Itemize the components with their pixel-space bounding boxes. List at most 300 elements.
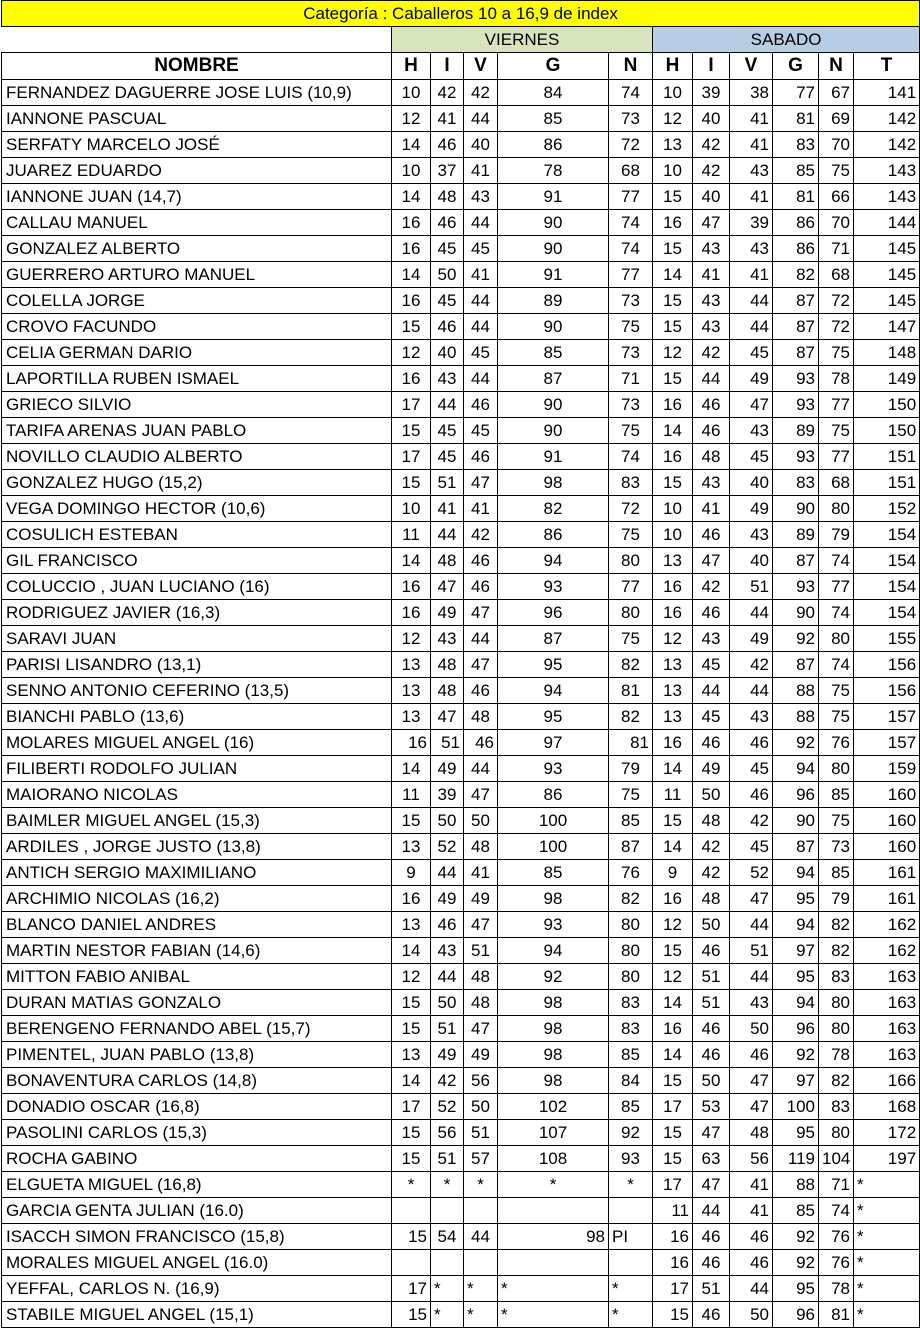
score-cell: 93 bbox=[498, 756, 609, 782]
score-cell: 143 bbox=[854, 158, 920, 184]
score-cell: 81 bbox=[773, 184, 819, 210]
score-cell: 45 bbox=[730, 756, 773, 782]
scores-table bbox=[1, 0, 920, 1328]
player-name-cell: ISACCH SIMON FRANCISCO (15,8) bbox=[2, 1224, 392, 1250]
score-cell: 13 bbox=[653, 678, 693, 704]
score-cell: 16 bbox=[653, 886, 693, 912]
table-row bbox=[2, 1146, 920, 1172]
score-cell: 44 bbox=[431, 522, 464, 548]
player-name-cell: GARCIA GENTA JULIAN (16.0) bbox=[2, 1198, 392, 1224]
player-name-cell: MARTIN NESTOR FABIAN (14,6) bbox=[2, 938, 392, 964]
score-cell: 50 bbox=[693, 782, 730, 808]
score-cell: 50 bbox=[693, 1068, 730, 1094]
score-cell: 12 bbox=[653, 912, 693, 938]
score-cell: 12 bbox=[392, 340, 431, 366]
score-cell: 44 bbox=[730, 678, 773, 704]
score-cell: 45 bbox=[730, 444, 773, 470]
score-cell: 38 bbox=[730, 80, 773, 106]
player-name-cell: JUAREZ EDUARDO bbox=[2, 158, 392, 184]
score-cell: 42 bbox=[464, 80, 498, 106]
score-cell: 47 bbox=[693, 1120, 730, 1146]
score-cell: 14 bbox=[392, 1068, 431, 1094]
score-cell: * bbox=[609, 1276, 653, 1302]
score-cell: 162 bbox=[854, 912, 920, 938]
score-cell: 47 bbox=[464, 652, 498, 678]
score-cell: 68 bbox=[819, 262, 854, 288]
score-cell: 15 bbox=[392, 470, 431, 496]
score-cell: 96 bbox=[498, 600, 609, 626]
table-row bbox=[2, 236, 920, 262]
score-cell: 145 bbox=[854, 288, 920, 314]
score-cell: 15 bbox=[392, 1224, 431, 1250]
score-cell: 46 bbox=[464, 678, 498, 704]
score-cell: 43 bbox=[730, 236, 773, 262]
score-cell: 16 bbox=[653, 1250, 693, 1276]
score-cell: 92 bbox=[773, 1224, 819, 1250]
score-cell: 13 bbox=[392, 678, 431, 704]
table-row bbox=[2, 652, 920, 678]
score-cell bbox=[392, 1198, 431, 1224]
score-cell: 51 bbox=[431, 470, 464, 496]
score-cell: 85 bbox=[609, 1042, 653, 1068]
score-cell: 47 bbox=[693, 210, 730, 236]
score-cell: 44 bbox=[464, 626, 498, 652]
score-cell: 83 bbox=[819, 964, 854, 990]
table-row bbox=[2, 444, 920, 470]
score-cell: 85 bbox=[819, 782, 854, 808]
table-row bbox=[2, 808, 920, 834]
score-cell: 160 bbox=[854, 808, 920, 834]
score-cell: 91 bbox=[498, 262, 609, 288]
score-cell: 42 bbox=[693, 340, 730, 366]
score-cell: 73 bbox=[819, 834, 854, 860]
score-cell: * bbox=[854, 1250, 920, 1276]
score-cell: 46 bbox=[693, 1302, 730, 1328]
score-cell: 44 bbox=[431, 392, 464, 418]
score-cell: 13 bbox=[392, 834, 431, 860]
score-cell: 57 bbox=[464, 1146, 498, 1172]
score-cell: 77 bbox=[609, 262, 653, 288]
score-cell: 42 bbox=[431, 1068, 464, 1094]
table-row bbox=[2, 470, 920, 496]
score-cell: 48 bbox=[464, 990, 498, 1016]
score-cell: 95 bbox=[773, 1276, 819, 1302]
score-cell: 46 bbox=[464, 392, 498, 418]
score-cell: 45 bbox=[730, 834, 773, 860]
score-cell: 50 bbox=[693, 912, 730, 938]
header-v-sabado: V bbox=[730, 53, 773, 80]
score-cell: 40 bbox=[693, 184, 730, 210]
score-cell: 44 bbox=[464, 288, 498, 314]
score-cell: 78 bbox=[819, 366, 854, 392]
score-cell: 51 bbox=[693, 1276, 730, 1302]
score-cell: 45 bbox=[693, 652, 730, 678]
header-h-sabado: H bbox=[653, 53, 693, 80]
player-name-cell: BONAVENTURA CARLOS (14,8) bbox=[2, 1068, 392, 1094]
score-cell: 92 bbox=[773, 730, 819, 756]
table-row bbox=[2, 418, 920, 444]
score-cell: 15 bbox=[392, 1016, 431, 1042]
score-cell: 46 bbox=[730, 1250, 773, 1276]
header-total: T bbox=[854, 53, 920, 80]
score-cell: 148 bbox=[854, 340, 920, 366]
score-cell: 42 bbox=[464, 522, 498, 548]
score-cell: 17 bbox=[653, 1094, 693, 1120]
score-cell: 163 bbox=[854, 964, 920, 990]
table-row bbox=[2, 366, 920, 392]
score-cell: 42 bbox=[693, 158, 730, 184]
score-cell: 80 bbox=[819, 1120, 854, 1146]
score-cell: 15 bbox=[653, 1068, 693, 1094]
score-cell: 94 bbox=[498, 678, 609, 704]
player-name-cell: BIANCHI PABLO (13,6) bbox=[2, 704, 392, 730]
score-cell: 47 bbox=[693, 1172, 730, 1198]
header-h-viernes: H bbox=[392, 53, 431, 80]
header-nombre: NOMBRE bbox=[2, 53, 392, 80]
table-row bbox=[2, 834, 920, 860]
score-cell: 43 bbox=[693, 236, 730, 262]
score-cell: 16 bbox=[392, 366, 431, 392]
score-cell: 15 bbox=[653, 1146, 693, 1172]
score-cell: 14 bbox=[392, 132, 431, 158]
score-cell: 45 bbox=[464, 340, 498, 366]
score-cell: 85 bbox=[609, 1094, 653, 1120]
score-cell: 50 bbox=[464, 1094, 498, 1120]
score-cell: 10 bbox=[392, 158, 431, 184]
score-cell: 94 bbox=[773, 756, 819, 782]
score-cell: 92 bbox=[773, 1042, 819, 1068]
score-cell: 46 bbox=[693, 1042, 730, 1068]
score-cell: 46 bbox=[693, 938, 730, 964]
score-cell: 149 bbox=[854, 366, 920, 392]
player-name-cell: MORALES MIGUEL ANGEL (16.0) bbox=[2, 1250, 392, 1276]
score-cell: 43 bbox=[730, 704, 773, 730]
score-cell: 16 bbox=[392, 210, 431, 236]
score-cell: 74 bbox=[819, 652, 854, 678]
score-cell: 81 bbox=[773, 106, 819, 132]
score-cell: 71 bbox=[819, 1172, 854, 1198]
score-cell: 48 bbox=[431, 678, 464, 704]
score-cell: 85 bbox=[609, 808, 653, 834]
score-cell: 42 bbox=[730, 808, 773, 834]
player-name-cell: MITTON FABIO ANIBAL bbox=[2, 964, 392, 990]
score-cell: 47 bbox=[730, 1068, 773, 1094]
score-cell: 44 bbox=[730, 288, 773, 314]
score-cell: 44 bbox=[464, 106, 498, 132]
score-cell: 78 bbox=[819, 1276, 854, 1302]
header-i-sabado: I bbox=[693, 53, 730, 80]
score-cell: 41 bbox=[730, 106, 773, 132]
score-cell: 75 bbox=[819, 704, 854, 730]
score-cell: * bbox=[854, 1172, 920, 1198]
score-cell: 16 bbox=[653, 210, 693, 236]
score-cell: 76 bbox=[819, 730, 854, 756]
score-cell: 77 bbox=[773, 80, 819, 106]
score-cell: 14 bbox=[653, 990, 693, 1016]
score-cell: 166 bbox=[854, 1068, 920, 1094]
score-cell: 93 bbox=[773, 574, 819, 600]
score-cell: 39 bbox=[693, 80, 730, 106]
score-cell: * bbox=[854, 1276, 920, 1302]
score-cell: 44 bbox=[431, 964, 464, 990]
score-cell: 49 bbox=[464, 1042, 498, 1068]
score-cell: * bbox=[464, 1302, 498, 1328]
score-cell: 40 bbox=[693, 106, 730, 132]
score-cell: 11 bbox=[653, 1198, 693, 1224]
score-cell: 102 bbox=[498, 1094, 609, 1120]
score-cell: 46 bbox=[431, 912, 464, 938]
score-cell: 12 bbox=[653, 106, 693, 132]
score-cell: 41 bbox=[464, 860, 498, 886]
score-cell: 13 bbox=[653, 548, 693, 574]
score-cell: 10 bbox=[392, 496, 431, 522]
score-cell: 13 bbox=[392, 1042, 431, 1068]
header-v-viernes: V bbox=[464, 53, 498, 80]
score-cell: 85 bbox=[773, 158, 819, 184]
score-cell: 46 bbox=[730, 1042, 773, 1068]
score-cell: 145 bbox=[854, 236, 920, 262]
score-cell: 13 bbox=[392, 704, 431, 730]
score-cell: 78 bbox=[498, 158, 609, 184]
player-name-cell: IANNONE PASCUAL bbox=[2, 106, 392, 132]
score-cell: 94 bbox=[773, 860, 819, 886]
score-cell: 81 bbox=[609, 678, 653, 704]
score-cell: 48 bbox=[431, 652, 464, 678]
table-title: Categoría : Caballeros 10 a 16,9 de index bbox=[2, 1, 920, 27]
score-cell: 84 bbox=[498, 80, 609, 106]
score-cell: 96 bbox=[773, 1016, 819, 1042]
score-cell: 88 bbox=[773, 704, 819, 730]
player-name-cell: RODRIGUEZ JAVIER (16,3) bbox=[2, 600, 392, 626]
table-row bbox=[2, 496, 920, 522]
score-cell: 39 bbox=[431, 782, 464, 808]
score-cell: 12 bbox=[653, 626, 693, 652]
table-row bbox=[2, 704, 920, 730]
score-cell: 84 bbox=[609, 1068, 653, 1094]
score-cell: 83 bbox=[773, 470, 819, 496]
score-cell: 142 bbox=[854, 106, 920, 132]
score-cell: 12 bbox=[653, 964, 693, 990]
score-cell: 77 bbox=[819, 444, 854, 470]
score-cell: 14 bbox=[392, 262, 431, 288]
score-cell: 86 bbox=[773, 210, 819, 236]
score-cell: 87 bbox=[498, 626, 609, 652]
score-cell: 83 bbox=[609, 470, 653, 496]
score-cell: 43 bbox=[730, 990, 773, 1016]
table-row bbox=[2, 782, 920, 808]
score-cell: 88 bbox=[773, 1172, 819, 1198]
score-cell: 160 bbox=[854, 834, 920, 860]
score-cell: 43 bbox=[431, 938, 464, 964]
score-cell: 47 bbox=[730, 392, 773, 418]
score-cell: 73 bbox=[609, 392, 653, 418]
table-row bbox=[2, 912, 920, 938]
score-cell: 41 bbox=[464, 158, 498, 184]
score-cell: 41 bbox=[693, 496, 730, 522]
score-cell: 98 bbox=[498, 470, 609, 496]
score-cell: 83 bbox=[609, 1016, 653, 1042]
score-cell: 40 bbox=[730, 548, 773, 574]
score-cell: 119 bbox=[773, 1146, 819, 1172]
score-cell: 51 bbox=[693, 990, 730, 1016]
score-cell: 43 bbox=[464, 184, 498, 210]
table-row bbox=[2, 80, 920, 106]
score-cell: 15 bbox=[653, 288, 693, 314]
score-cell: 48 bbox=[730, 1120, 773, 1146]
score-cell: 100 bbox=[773, 1094, 819, 1120]
score-cell: 82 bbox=[498, 496, 609, 522]
score-cell: 10 bbox=[653, 522, 693, 548]
score-cell: 48 bbox=[693, 444, 730, 470]
score-cell: 80 bbox=[609, 964, 653, 990]
score-cell: 43 bbox=[693, 470, 730, 496]
score-cell: 14 bbox=[653, 834, 693, 860]
score-cell: 48 bbox=[431, 184, 464, 210]
score-cell: 98 bbox=[498, 886, 609, 912]
score-cell: 98 bbox=[498, 1224, 609, 1250]
score-cell: 15 bbox=[392, 1120, 431, 1146]
score-cell: 43 bbox=[431, 626, 464, 652]
score-cell: 86 bbox=[498, 782, 609, 808]
score-cell bbox=[498, 1198, 609, 1224]
score-cell: 16 bbox=[392, 730, 431, 756]
table-row bbox=[2, 756, 920, 782]
score-cell: 94 bbox=[773, 990, 819, 1016]
score-cell: 90 bbox=[773, 808, 819, 834]
score-cell: 17 bbox=[392, 1276, 431, 1302]
score-cell: 46 bbox=[693, 1016, 730, 1042]
score-cell: 79 bbox=[819, 522, 854, 548]
score-cell: 14 bbox=[653, 756, 693, 782]
score-cell: 42 bbox=[693, 574, 730, 600]
player-name-cell: CROVO FACUNDO bbox=[2, 314, 392, 340]
score-cell: 75 bbox=[819, 678, 854, 704]
score-cell: 85 bbox=[773, 1198, 819, 1224]
score-cell: * bbox=[464, 1172, 498, 1198]
score-cell: 9 bbox=[653, 860, 693, 886]
score-cell: 15 bbox=[653, 470, 693, 496]
score-cell: 43 bbox=[730, 418, 773, 444]
score-cell: 46 bbox=[464, 548, 498, 574]
score-cell: 51 bbox=[730, 574, 773, 600]
score-cell: 13 bbox=[653, 704, 693, 730]
score-cell: 41 bbox=[730, 1172, 773, 1198]
score-cell: 44 bbox=[730, 912, 773, 938]
player-name-cell: TARIFA ARENAS JUAN PABLO bbox=[2, 418, 392, 444]
score-cell: 80 bbox=[609, 600, 653, 626]
score-cell: 152 bbox=[854, 496, 920, 522]
score-cell: 47 bbox=[464, 600, 498, 626]
score-cell: 44 bbox=[431, 860, 464, 886]
table-row bbox=[2, 964, 920, 990]
table-row bbox=[2, 1172, 920, 1198]
score-cell: 68 bbox=[609, 158, 653, 184]
score-cell: 80 bbox=[819, 1016, 854, 1042]
score-cell: 16 bbox=[653, 730, 693, 756]
score-cell: 72 bbox=[609, 132, 653, 158]
score-cell: 70 bbox=[819, 210, 854, 236]
table-row bbox=[2, 158, 920, 184]
score-cell: 168 bbox=[854, 1094, 920, 1120]
score-cell: 46 bbox=[464, 574, 498, 600]
score-cell: 16 bbox=[392, 288, 431, 314]
score-cell: 15 bbox=[653, 314, 693, 340]
player-name-cell: FERNANDEZ DAGUERRE JOSE LUIS (10,9) bbox=[2, 80, 392, 106]
score-cell: 71 bbox=[819, 236, 854, 262]
table-row bbox=[2, 860, 920, 886]
score-cell bbox=[609, 1250, 653, 1276]
header-g-viernes: G bbox=[498, 53, 609, 80]
score-cell: 42 bbox=[693, 132, 730, 158]
score-cell: 85 bbox=[498, 860, 609, 886]
score-cell: 45 bbox=[431, 444, 464, 470]
score-cell: 12 bbox=[392, 964, 431, 990]
score-cell: 14 bbox=[392, 938, 431, 964]
score-cell: 154 bbox=[854, 600, 920, 626]
score-cell: 94 bbox=[498, 548, 609, 574]
score-cell: 43 bbox=[730, 158, 773, 184]
score-cell: 88 bbox=[773, 678, 819, 704]
table-row bbox=[2, 574, 920, 600]
score-cell bbox=[498, 1250, 609, 1276]
score-cell: 41 bbox=[431, 496, 464, 522]
score-cell: 15 bbox=[392, 314, 431, 340]
score-cell: 41 bbox=[464, 496, 498, 522]
player-name-cell: FILIBERTI RODOLFO JULIAN bbox=[2, 756, 392, 782]
score-cell: 157 bbox=[854, 704, 920, 730]
score-cell: 17 bbox=[392, 392, 431, 418]
table-row bbox=[2, 132, 920, 158]
score-cell: 89 bbox=[498, 288, 609, 314]
score-cell: 151 bbox=[854, 470, 920, 496]
score-cell: 50 bbox=[730, 1016, 773, 1042]
score-cell: 74 bbox=[609, 236, 653, 262]
score-cell: 48 bbox=[693, 886, 730, 912]
score-cell: 141 bbox=[854, 80, 920, 106]
score-cell: 16 bbox=[653, 444, 693, 470]
table-row bbox=[2, 1016, 920, 1042]
score-cell: 161 bbox=[854, 886, 920, 912]
score-cell: * bbox=[392, 1172, 431, 1198]
score-cell: 47 bbox=[730, 886, 773, 912]
score-cell: 87 bbox=[773, 548, 819, 574]
table-row bbox=[2, 340, 920, 366]
score-cell: 17 bbox=[653, 1172, 693, 1198]
score-cell: 93 bbox=[773, 392, 819, 418]
score-cell: 71 bbox=[609, 366, 653, 392]
score-cell: 48 bbox=[464, 964, 498, 990]
score-cell: 44 bbox=[693, 366, 730, 392]
score-cell: 73 bbox=[609, 106, 653, 132]
score-cell: 45 bbox=[693, 704, 730, 730]
table-row bbox=[2, 886, 920, 912]
score-cell: 93 bbox=[773, 444, 819, 470]
score-cell: 97 bbox=[773, 1068, 819, 1094]
score-cell: 68 bbox=[819, 470, 854, 496]
score-cell: 17 bbox=[392, 444, 431, 470]
score-cell: 89 bbox=[773, 522, 819, 548]
table-row bbox=[2, 1068, 920, 1094]
score-cell: 10 bbox=[653, 80, 693, 106]
score-cell: 87 bbox=[498, 366, 609, 392]
score-cell: 81 bbox=[609, 730, 653, 756]
player-name-cell: DURAN MATIAS GONZALO bbox=[2, 990, 392, 1016]
score-cell: 43 bbox=[693, 314, 730, 340]
score-cell: 93 bbox=[609, 1146, 653, 1172]
score-cell: 44 bbox=[464, 756, 498, 782]
score-cell bbox=[464, 1250, 498, 1276]
score-cell: 75 bbox=[819, 340, 854, 366]
